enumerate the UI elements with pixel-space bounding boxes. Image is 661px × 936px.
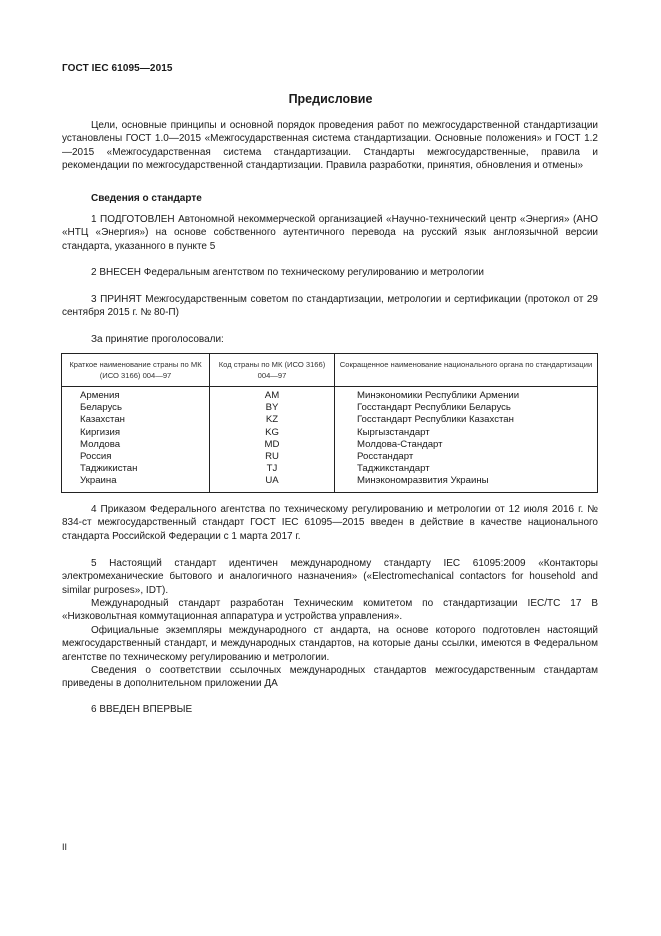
header-country-code: Код страны по МК (ИСО 3166) 004—97 (210, 354, 335, 387)
document-id-header: ГОСТ IEC 61095—2015 (62, 63, 173, 74)
item-5-identical: 5 Настоящий стандарт идентичен международному стандарту IEC 61095:2009 «Контакторы электромеханические бытового и аналогичного назначения» («Electromechanical contactors for household and similar purposes», IDT). (62, 558, 598, 596)
item-5-correspondence: Сведения о соответствии ссылочных международных стандартов межгосударственным стандартам приведены в дополнительном приложении ДА (62, 665, 598, 690)
item-5-official-copies: Официальные экземпляры международного ст андарта, на основе которого подготовлен настоящий межгосударственный стандарт, и международных стандартов, на которые даны ссылки, имеются в Федеральном агентстве по техническому регулированию и метрологии. (62, 625, 598, 663)
country-name: Киргизия (62, 427, 210, 439)
standards-body: Молдова-Стандарт (335, 439, 598, 451)
country-code: KG (210, 427, 335, 439)
country-code: MD (210, 439, 335, 451)
voted-label: За принятие проголосовали: (91, 334, 224, 345)
header-country-name: Краткое наименование страны по МК (ИСО 3166) 004—97 (62, 354, 210, 387)
standards-body: Росстандарт (335, 451, 598, 463)
country-name: Таджикистан (62, 463, 210, 475)
country-code: TJ (210, 463, 335, 475)
country-name: Казахстан (62, 414, 210, 426)
table-row (62, 439, 598, 451)
standards-body: Кыргызстандарт (335, 427, 598, 439)
country-code: RU (210, 451, 335, 463)
standards-body: Минэкономразвития Украины (335, 475, 598, 492)
table-row (62, 451, 598, 463)
page-title: Предисловие (288, 92, 373, 106)
country-code: BY (210, 402, 335, 414)
table-row (62, 475, 598, 492)
item-4-order: 4 Приказом Федерального агентства по техническому регулированию и метрологии от 12 июля 2016 г. № 834-ст межгосударственный стандарт ГОСТ IEC 61095—2015 введен в действие в качестве национального стандарта Российской Федерации с 1 марта 2017 г. (62, 504, 598, 542)
section-heading: Сведения о стандарте (91, 193, 202, 204)
table-row (62, 414, 598, 426)
intro-paragraph: Цели, основные принципы и основной порядок проведения работ по межгосударственной стандартизации установлены ГОСТ 1.0—2015 «Межгосударственная система стандартизации. Основные положения» и ГОСТ 1.2—2015 «Межгосударственная система стандартизации. Стандарты межгосударственные, правила и рекомендации по межгосударственной стандартизации. Правила разработки, принятия, обновления и отмены» (62, 120, 598, 171)
country-name: Молдова (62, 439, 210, 451)
item-1-prepared: 1 ПОДГОТОВЛЕН Автономной некоммерческой организацией «Научно-технический центр «Энергия» (АНО «НТЦ «Энергия») на основе собственного аутентичного перевода на русский язык англоязычной версии стандарта, указанного в пункте 5 (62, 214, 598, 252)
table-row (62, 402, 598, 414)
country-name: Армения (62, 387, 210, 403)
voting-countries-table (61, 353, 598, 493)
item-3-adopted: 3 ПРИНЯТ Межгосударственным советом по стандартизации, метрологии и сертификации (протокол от 29 сентября 2015 г. № 80-П) (62, 294, 598, 319)
country-code: UA (210, 475, 335, 492)
country-code: KZ (210, 414, 335, 426)
standards-body: Минэкономики Республики Армении (335, 387, 598, 403)
standards-body: Таджикстандарт (335, 463, 598, 475)
table-row (62, 463, 598, 475)
country-name: Россия (62, 451, 210, 463)
country-name: Украина (62, 475, 210, 492)
table-row (62, 427, 598, 439)
country-name: Беларусь (62, 402, 210, 414)
item-6-introduced: 6 ВВЕДЕН ВПЕРВЫЕ (91, 704, 193, 715)
item-2-submitted: 2 ВНЕСЕН Федеральным агентством по техническому регулированию и метрологии (91, 267, 484, 278)
table-header-row (62, 354, 598, 387)
header-standards-body: Сокращенное наименование национального органа по стандартизации (335, 354, 598, 387)
country-code: AM (210, 387, 335, 403)
standards-body: Госстандарт Республики Казахстан (335, 414, 598, 426)
page-number: II (62, 842, 68, 852)
standards-body: Госстандарт Республики Беларусь (335, 402, 598, 414)
item-5-committee: Международный стандарт разработан Техническим комитетом по стандартизации IEC/TC 17 В «Низковольтная коммутационная аппаратура и устройства управления». (62, 598, 598, 623)
table-row (62, 387, 598, 403)
